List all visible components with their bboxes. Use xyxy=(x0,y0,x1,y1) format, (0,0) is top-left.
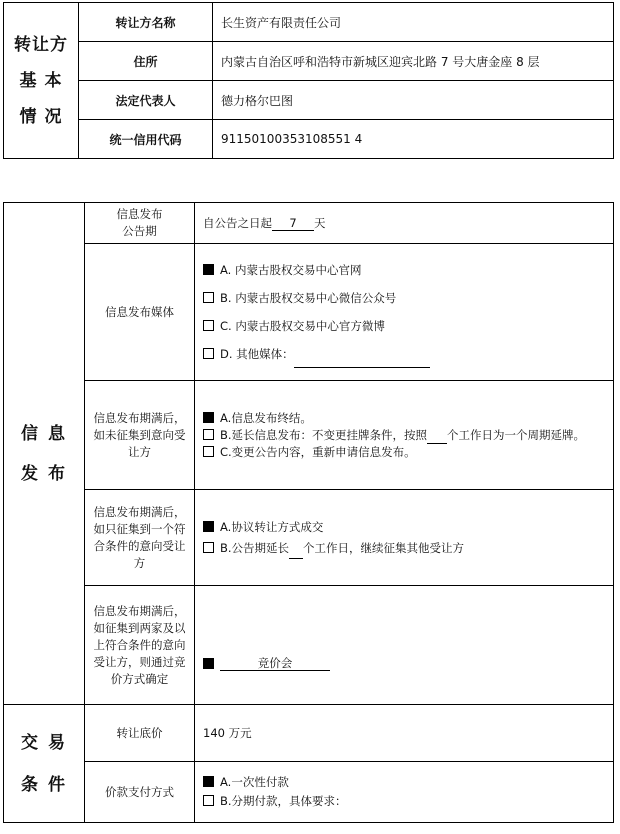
period-value: 自公告之日起 7 天 xyxy=(195,203,614,244)
checkbox-unchecked-icon[interactable] xyxy=(203,795,214,806)
option-a[interactable]: A.一次性付款 xyxy=(203,773,605,792)
table-row xyxy=(4,244,614,381)
table-row xyxy=(4,42,614,81)
section-label-info: 信 息 发 布 xyxy=(4,203,85,705)
address-value: 内蒙古自治区呼和浩特市新城区迎宾北路 7 号大唐金座 8 层 xyxy=(213,42,614,81)
multi-buyer-option xyxy=(195,586,614,705)
checkbox-checked-icon[interactable] xyxy=(203,412,214,423)
option-c[interactable]: C.变更公告内容，重新申请信息发布。 xyxy=(203,444,605,461)
info-release-table xyxy=(3,202,614,823)
option-d[interactable]: D. 其他媒体： xyxy=(203,340,605,368)
credit-code-value: 91150100353108551 4 xyxy=(213,120,614,159)
legal-rep-value: 德力格尔巴图 xyxy=(213,81,614,120)
option-a[interactable]: A. 内蒙古股权交易中心官网 xyxy=(203,256,605,284)
field-label: 住所 xyxy=(79,42,213,81)
option-b[interactable]: B.公告期延长 个工作日，继续征集其他受让方 xyxy=(203,538,605,559)
table-row xyxy=(4,203,614,244)
table-row xyxy=(4,586,614,705)
transferor-name-value: 长生资产有限责任公司 xyxy=(213,3,614,42)
section-label-transferor: 转让方 基 本 情 况 xyxy=(4,3,79,159)
checkbox-unchecked-icon[interactable] xyxy=(203,292,214,303)
bidding-method-value: 竞价会 xyxy=(220,656,330,671)
field-label: 转让方名称 xyxy=(79,3,213,42)
field-label: 信息发布期满后，如征集到两家及以上符合条件的意向受让方，则通过竞价方式确定 xyxy=(85,586,195,705)
table-row xyxy=(4,81,614,120)
checkbox-checked-icon[interactable] xyxy=(203,264,214,275)
table-row xyxy=(4,381,614,490)
field-label: 统一信用代码 xyxy=(79,120,213,159)
one-buyer-options xyxy=(195,490,614,586)
option-b[interactable]: B.分期付款，具体要求： xyxy=(203,792,605,811)
field-label: 价款支付方式 xyxy=(85,762,195,823)
option-c[interactable]: C. 内蒙古股权交易中心官方微博 xyxy=(203,312,605,340)
checkbox-unchecked-icon[interactable] xyxy=(203,348,214,359)
field-label: 信息发布期满后，如未征集到意向受让方 xyxy=(85,381,195,490)
field-label: 信息发布 公告期 xyxy=(85,203,195,244)
days-blank[interactable] xyxy=(427,443,447,444)
checkbox-unchecked-icon[interactable] xyxy=(203,446,214,457)
field-label: 法定代表人 xyxy=(79,81,213,120)
no-buyer-options xyxy=(195,381,614,490)
other-media-blank[interactable] xyxy=(294,367,430,368)
reserve-price-value: 140 万元 xyxy=(195,705,614,762)
table-row xyxy=(4,762,614,823)
option-a[interactable]: A.信息发布终结。 xyxy=(203,410,605,427)
field-label: 信息发布期满后，如只征集到一个符合条件的意向受让方 xyxy=(85,490,195,586)
option-b[interactable]: B.延长信息发布：不变更挂牌条件，按照 个工作日为一个周期延牌。 xyxy=(203,427,605,444)
transferor-info-table xyxy=(3,2,614,159)
table-row xyxy=(4,120,614,159)
checkbox-checked-icon[interactable] xyxy=(203,776,214,787)
option-a[interactable]: A.协议转让方式成交 xyxy=(203,517,605,538)
section-label-trade: 交 易 条 件 xyxy=(4,705,85,823)
field-label: 转让底价 xyxy=(85,705,195,762)
checkbox-checked-icon[interactable] xyxy=(203,658,214,669)
checkbox-checked-icon[interactable] xyxy=(203,521,214,532)
table-row xyxy=(4,490,614,586)
checkbox-unchecked-icon[interactable] xyxy=(203,320,214,331)
field-label: 信息发布媒体 xyxy=(85,244,195,381)
payment-options xyxy=(195,762,614,823)
option-b[interactable]: B. 内蒙古股权交易中心微信公众号 xyxy=(203,284,605,312)
media-options xyxy=(195,244,614,381)
days-blank: 7 xyxy=(272,216,314,231)
checkbox-unchecked-icon[interactable] xyxy=(203,542,214,553)
table-row xyxy=(4,705,614,762)
table-row xyxy=(4,3,614,42)
checkbox-unchecked-icon[interactable] xyxy=(203,429,214,440)
days-blank[interactable] xyxy=(289,558,303,559)
